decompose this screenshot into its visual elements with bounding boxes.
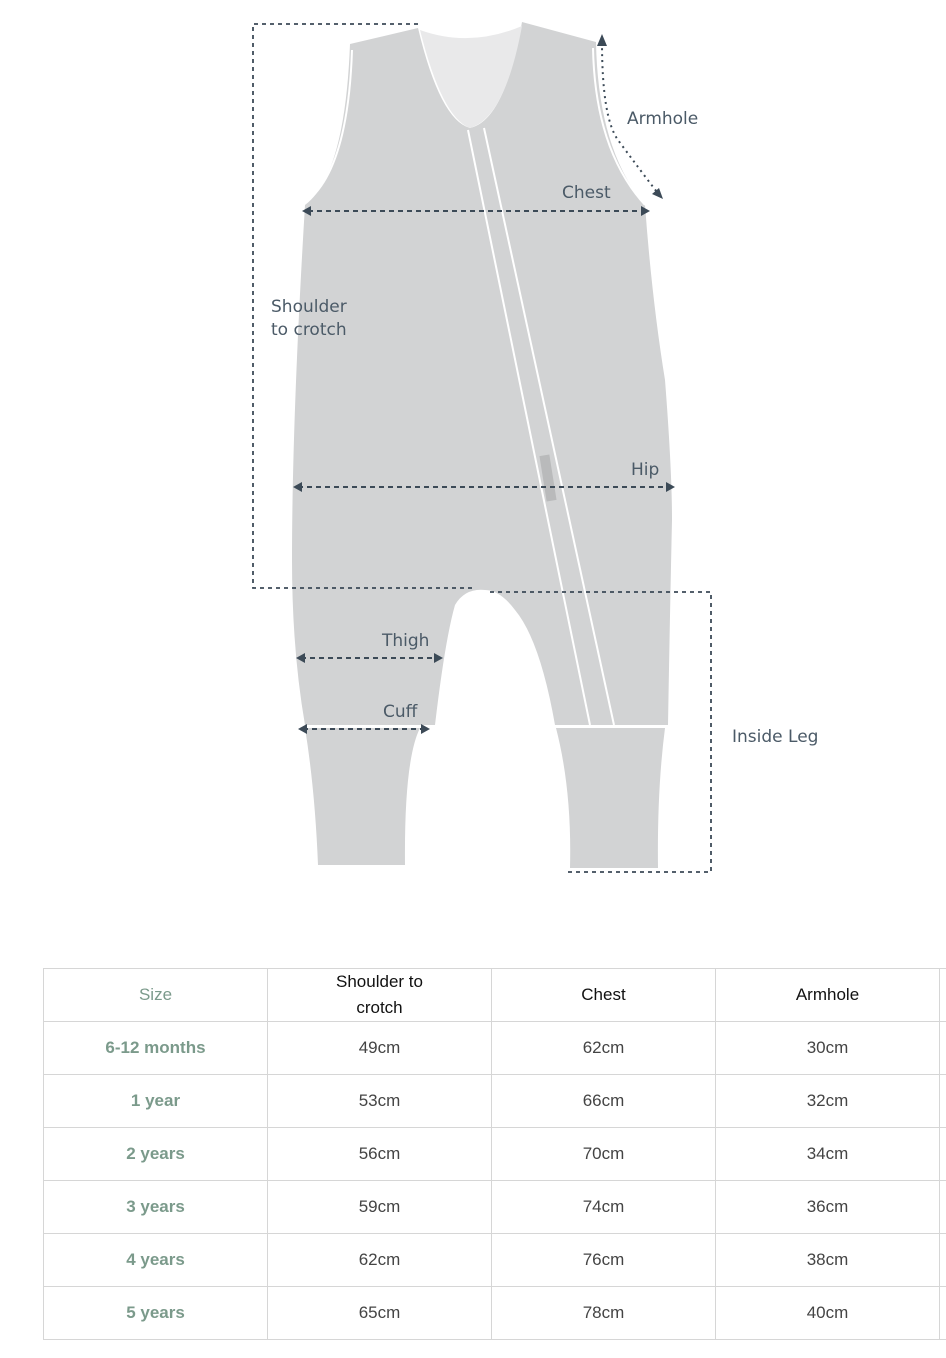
armhole-label: Armhole [627,109,699,129]
size-cell: 1 year [44,1075,268,1128]
cuff-label: Cuff [383,702,418,722]
armhole-cell: 30cm [716,1022,940,1075]
shoulder-to-crotch-cell: 49cm [268,1022,492,1075]
armhole-cell: 36cm [716,1181,940,1234]
hip-label: Hip [631,460,660,480]
table-row [44,1128,946,1181]
table-row [44,1181,946,1234]
armhole-cell: 34cm [716,1128,940,1181]
header-overflow-cell [940,969,946,1022]
chest-cell: 78cm [492,1287,716,1340]
size-cell: 5 years [44,1287,268,1340]
size-cell: 3 years [44,1181,268,1234]
shoulder-to-crotch-cell: 56cm [268,1128,492,1181]
armhole-cell: 32cm [716,1075,940,1128]
header-armhole: Armhole [716,969,940,1022]
table-row [44,1022,946,1075]
armhole-cell: 40cm [716,1287,940,1340]
size-cell: 2 years [44,1128,268,1181]
chest-cell: 62cm [492,1022,716,1075]
size-cell: 6-12 months [44,1022,268,1075]
overflow-cell [940,1022,946,1075]
chest-cell: 76cm [492,1234,716,1287]
sleep-suit-illustration [292,22,672,868]
header-chest: Chest [492,969,716,1022]
armhole-cell: 38cm [716,1234,940,1287]
table-row [44,1234,946,1287]
chest-cell: 70cm [492,1128,716,1181]
shoulder-to-crotch-cell: 59cm [268,1181,492,1234]
overflow-cell [940,1287,946,1340]
overflow-cell [940,1128,946,1181]
chest-cell: 66cm [492,1075,716,1128]
thigh-label: Thigh [382,631,430,651]
shoulder-label-line2: to crotch [271,320,347,340]
chest-label: Chest [562,183,611,203]
table-row [44,1075,946,1128]
overflow-cell [940,1234,946,1287]
header-shoulder-to-crotch: Shoulder to crotch [268,969,492,1022]
shoulder-to-crotch-cell: 65cm [268,1287,492,1340]
header-size: Size [44,969,268,1022]
table-header-row [44,969,946,1022]
table-row [44,1287,946,1340]
shoulder-to-crotch-cell: 62cm [268,1234,492,1287]
size-cell: 4 years [44,1234,268,1287]
chest-cell: 74cm [492,1181,716,1234]
shoulder-label-line1: Shoulder [271,297,347,317]
inside-leg-label: Inside Leg [732,727,819,747]
overflow-cell [940,1075,946,1128]
shoulder-to-crotch-cell: 53cm [268,1075,492,1128]
overflow-cell [940,1181,946,1234]
size-chart-table [43,968,946,1340]
